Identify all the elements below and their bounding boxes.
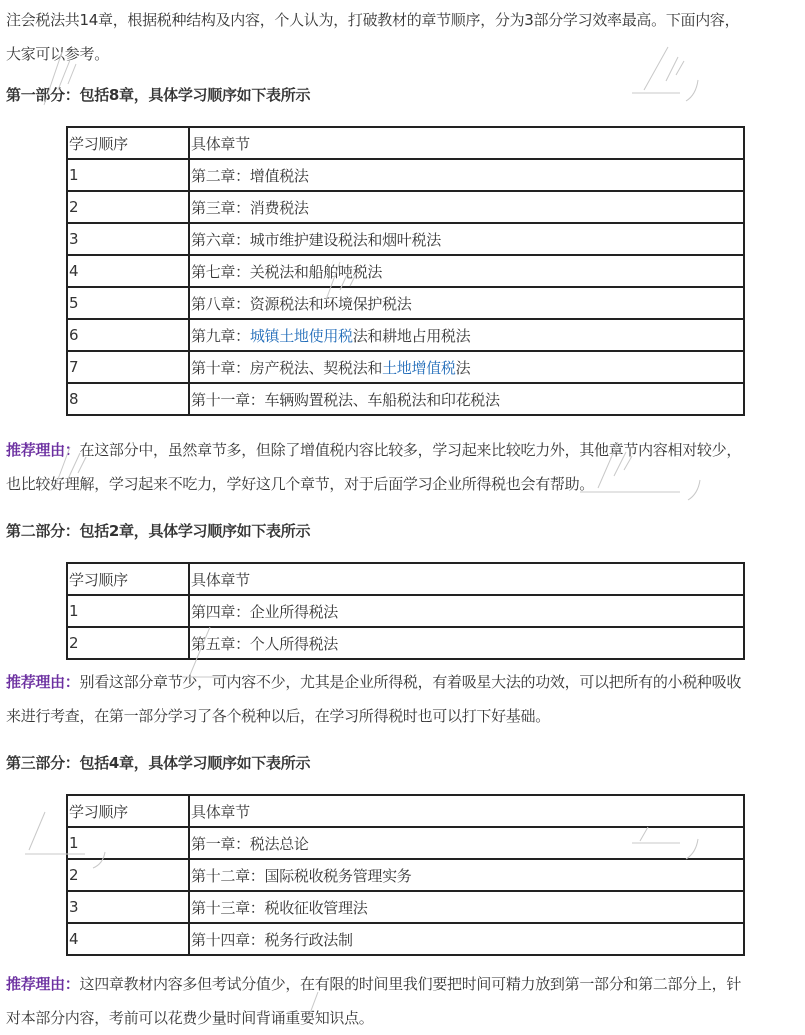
part-2-reason-line-1	[6, 665, 805, 699]
part-1-heading: 第一部分：包括8章，具体学习顺序如下表所示	[6, 86, 311, 104]
reason-text: 在这部分中，虽然章节多，但除了增值税内容比较多，学习起来比较吃力外，其他章节内容相对较少，	[79, 441, 742, 459]
chapter-suffix: 法和耕地占用税法	[352, 326, 471, 345]
row-chapter: 第六章：城市维护建设税法和烟叶税法	[189, 223, 744, 255]
chapter-prefix: 第九章：	[191, 326, 250, 345]
row-chapter: 第十四章：税务行政法制	[189, 923, 744, 955]
table-row	[67, 923, 744, 955]
row-order: 4	[67, 923, 189, 955]
part-2-heading: 第二部分：包括2章，具体学习顺序如下表所示	[6, 522, 311, 540]
table-row	[67, 627, 744, 659]
row-chapter: 第四章：企业所得税法	[189, 595, 744, 627]
header-chapter: 具体章节	[189, 127, 744, 159]
row-order: 6	[67, 319, 189, 351]
reason-label: 推荐理由：	[6, 975, 80, 993]
intro-line-1: 注会税法共14章，根据税种结构及内容，个人认为，打破教材的章节顺序，分为3部分学习效率最高。下面内容，	[6, 11, 740, 29]
header-order: 学习顺序	[67, 563, 189, 595]
row-chapter: 第八章：资源税法和环境保护税法	[189, 287, 744, 319]
row-chapter: 第二章：增值税法	[189, 159, 744, 191]
row-order: 8	[67, 383, 189, 415]
row-order: 3	[67, 891, 189, 923]
table-row	[67, 287, 744, 319]
header-chapter: 具体章节	[189, 795, 744, 827]
table-header-row	[67, 563, 744, 595]
header-chapter: 具体章节	[189, 563, 744, 595]
table-row	[67, 159, 744, 191]
reason-text: 这四章教材内容多但考试分值少，在有限的时间里我们要把时间可精力放到第一部分和第二部分上，针	[79, 975, 742, 993]
reason-text: 别看这部分章节少，可内容不少，尤其是企业所得税，有着吸星大法的功效，可以把所有的小税种吸收	[79, 673, 742, 691]
row-order: 2	[67, 191, 189, 223]
row-order: 5	[67, 287, 189, 319]
part-3-reason-line-1	[6, 967, 805, 1001]
part-2-reason-line-2: 来进行考查，在第一部分学习了各个税种以后，在学习所得税时也可以打下好基础。	[6, 707, 550, 725]
table-header-row	[67, 127, 744, 159]
table-row	[67, 383, 744, 415]
part-3-reason-line-2: 对本部分内容，考前可以花费少量时间背诵重要知识点。	[6, 1009, 374, 1027]
chapter-link[interactable]: 城镇土地使用税	[249, 326, 353, 345]
row-order: 1	[67, 827, 189, 859]
table-row	[67, 255, 744, 287]
row-chapter	[189, 319, 744, 351]
row-order: 2	[67, 859, 189, 891]
reason-label: 推荐理由：	[6, 441, 80, 459]
part-1-table	[66, 126, 745, 416]
row-order: 7	[67, 351, 189, 383]
row-order: 4	[67, 255, 189, 287]
table-row	[67, 191, 744, 223]
row-chapter: 第七章：关税法和船舶吨税法	[189, 255, 744, 287]
table-row	[67, 595, 744, 627]
row-chapter: 第十三章：税收征收管理法	[189, 891, 744, 923]
table-row	[67, 891, 744, 923]
part-1-reason-line-2: 也比较好理解，学习起来不吃力，学好这几个章节，对于后面学习企业所得税也会有帮助。	[6, 475, 595, 493]
row-chapter: 第三章：消费税法	[189, 191, 744, 223]
part-3-table	[66, 794, 745, 956]
table-row	[67, 319, 744, 351]
part-3-heading: 第三部分：包括4章，具体学习顺序如下表所示	[6, 754, 311, 772]
table-row	[67, 859, 744, 891]
row-order: 3	[67, 223, 189, 255]
row-order: 1	[67, 595, 189, 627]
row-chapter: 第五章：个人所得税法	[189, 627, 744, 659]
part-2-table	[66, 562, 745, 660]
reason-label: 推荐理由：	[6, 673, 80, 691]
header-order: 学习顺序	[67, 795, 189, 827]
part-1-reason-line-1	[6, 433, 805, 467]
intro-line-2: 大家可以参考。	[6, 45, 109, 63]
row-order: 1	[67, 159, 189, 191]
table-row	[67, 827, 744, 859]
row-chapter: 第十一章：车辆购置税法、车船税法和印花税法	[189, 383, 744, 415]
chapter-prefix: 第十章：房产税法、契税法和	[191, 358, 383, 377]
row-chapter: 第一章：税法总论	[189, 827, 744, 859]
row-chapter: 第十二章：国际税收税务管理实务	[189, 859, 744, 891]
table-row	[67, 351, 744, 383]
table-header-row	[67, 795, 744, 827]
row-chapter	[189, 351, 744, 383]
header-order: 学习顺序	[67, 127, 189, 159]
chapter-suffix: 法	[455, 358, 471, 377]
row-order: 2	[67, 627, 189, 659]
table-row	[67, 223, 744, 255]
chapter-link[interactable]: 土地增值税	[382, 358, 456, 377]
